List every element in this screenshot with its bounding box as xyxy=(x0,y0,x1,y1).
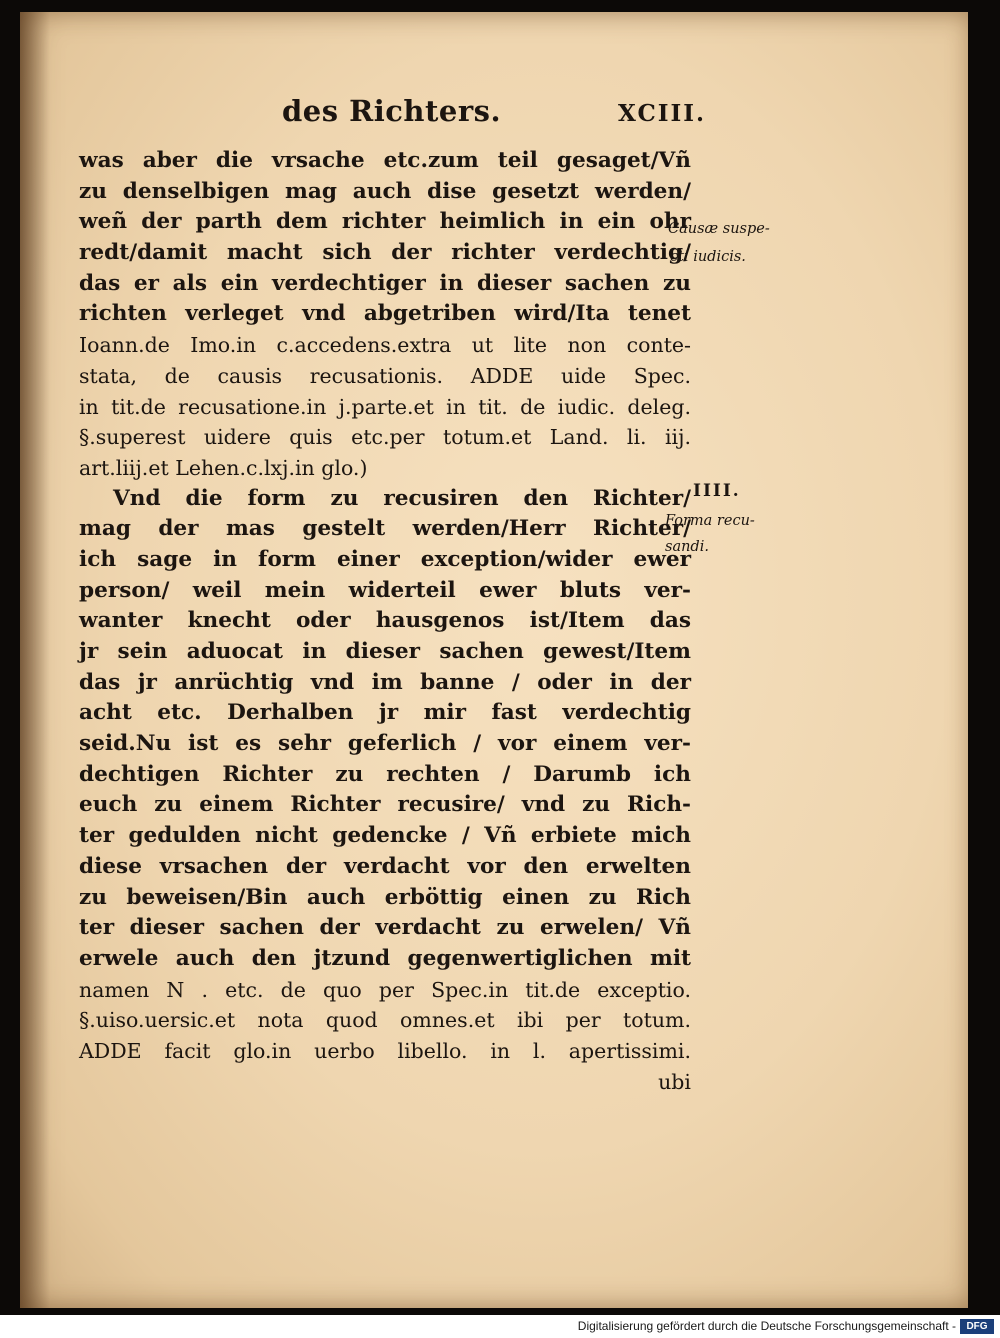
text-line-26: ter dieser sachen der verdacht zu erwelen/ Vñ xyxy=(79,915,691,941)
text-line-20: seid.Nu ist es sehr geferlich / vor einem ver- xyxy=(79,731,691,757)
text-line-28: namen N . etc. de quo per Spec.in tit.de exceptio. xyxy=(79,977,691,1002)
text-line-30: ADDE facit glo.in uerbo libello. in l. apertissimi. xyxy=(79,1038,691,1063)
text-line-11: art.liij.et Lehen.c.lxj.in glo.) xyxy=(79,455,368,480)
marginal-note-causae-line-1: Causæ suspe- xyxy=(668,221,770,237)
dfg-logo-icon: DFG xyxy=(960,1319,994,1334)
catchword: ubi xyxy=(658,1069,691,1094)
text-line-18: das jr anrüchtig vnd im banne / oder in der xyxy=(79,669,691,695)
text-line-23: ter gedulden nicht gedencke / Vñ erbiete mich xyxy=(79,823,691,849)
text-line-8: stata, de causis recusationis. ADDE uide Spec. xyxy=(79,363,691,388)
folio-number: XCIII. xyxy=(618,100,707,127)
text-line-19: acht etc. Derhalben jr mir fast verdechtig xyxy=(79,700,691,726)
text-line-16: wanter knecht oder hausgenos ist/Item das xyxy=(79,608,691,634)
text-line-1: was aber die vrsache etc.zum teil gesaget/Vñ xyxy=(79,148,691,173)
running-title: des Richters. xyxy=(282,94,502,128)
text-line-13: mag der mas gestelt werden/Herr Richter/ xyxy=(79,516,691,542)
text-line-2: zu denselbigen mag auch dise gesetzt werden/ xyxy=(79,178,691,204)
text-line-24: diese vrsachen der verdacht vor den erwelten xyxy=(79,853,691,879)
book-page xyxy=(20,12,968,1308)
text-line-21: dechtigen Richter zu rechten / Darumb ich xyxy=(79,761,691,787)
text-line-3: weñ der parth dem richter heimlich in ein ohr xyxy=(79,209,691,235)
text-line-5: das er als ein verdechtiger in dieser sachen zu xyxy=(79,270,691,296)
text-line-27: erwele auch den jtzund gegenwertiglichen mit xyxy=(79,945,691,971)
text-line-9: in tit.de recusatione.in j.parte.et in tit. de iudic. deleg. xyxy=(79,394,691,419)
text-line-22: euch zu einem Richter recusire/ vnd zu Rich- xyxy=(79,792,691,818)
text-line-4: redt/damit macht sich der richter verdechtig/ xyxy=(79,240,691,266)
marginal-note-causae-line-2: cti iudicis. xyxy=(670,249,746,265)
text-line-7: Ioann.de Imo.in c.accedens.extra ut lite non conte- xyxy=(79,333,691,358)
text-line-10: §.superest uidere quis etc.per totum.et Land. li. iij. xyxy=(79,425,691,450)
text-line-15: person/ weil mein widerteil ewer bluts ver- xyxy=(79,577,691,603)
text-line-14: ich sage in form einer exception/wider ewer xyxy=(79,546,691,572)
text-line-12: Vnd die form zu recusiren den Richter/ xyxy=(113,485,691,511)
dfg-credit-text: Digitalisierung gefördert durch die Deutsche Forschungsgemeinschaft - xyxy=(577,1319,956,1333)
text-line-25: zu beweisen/Bin auch erböttig einen zu Rich xyxy=(79,884,691,910)
text-line-6: richten verleget vnd abgetriben wird/Ita tenet xyxy=(79,301,691,327)
digitization-footer xyxy=(0,1315,1000,1338)
body-text xyxy=(79,146,691,1097)
text-line-29: §.uiso.uersic.et nota quod omnes.et ibi per totum. xyxy=(79,1008,691,1033)
marginal-numeral: IIII. xyxy=(693,481,741,501)
marginal-note-forma-line-2: sandi. xyxy=(665,539,709,555)
marginal-note-forma-line-1: Forma recu- xyxy=(665,513,755,529)
text-line-17: jr sein aduocat in dieser sachen gewest/Item xyxy=(79,639,691,664)
